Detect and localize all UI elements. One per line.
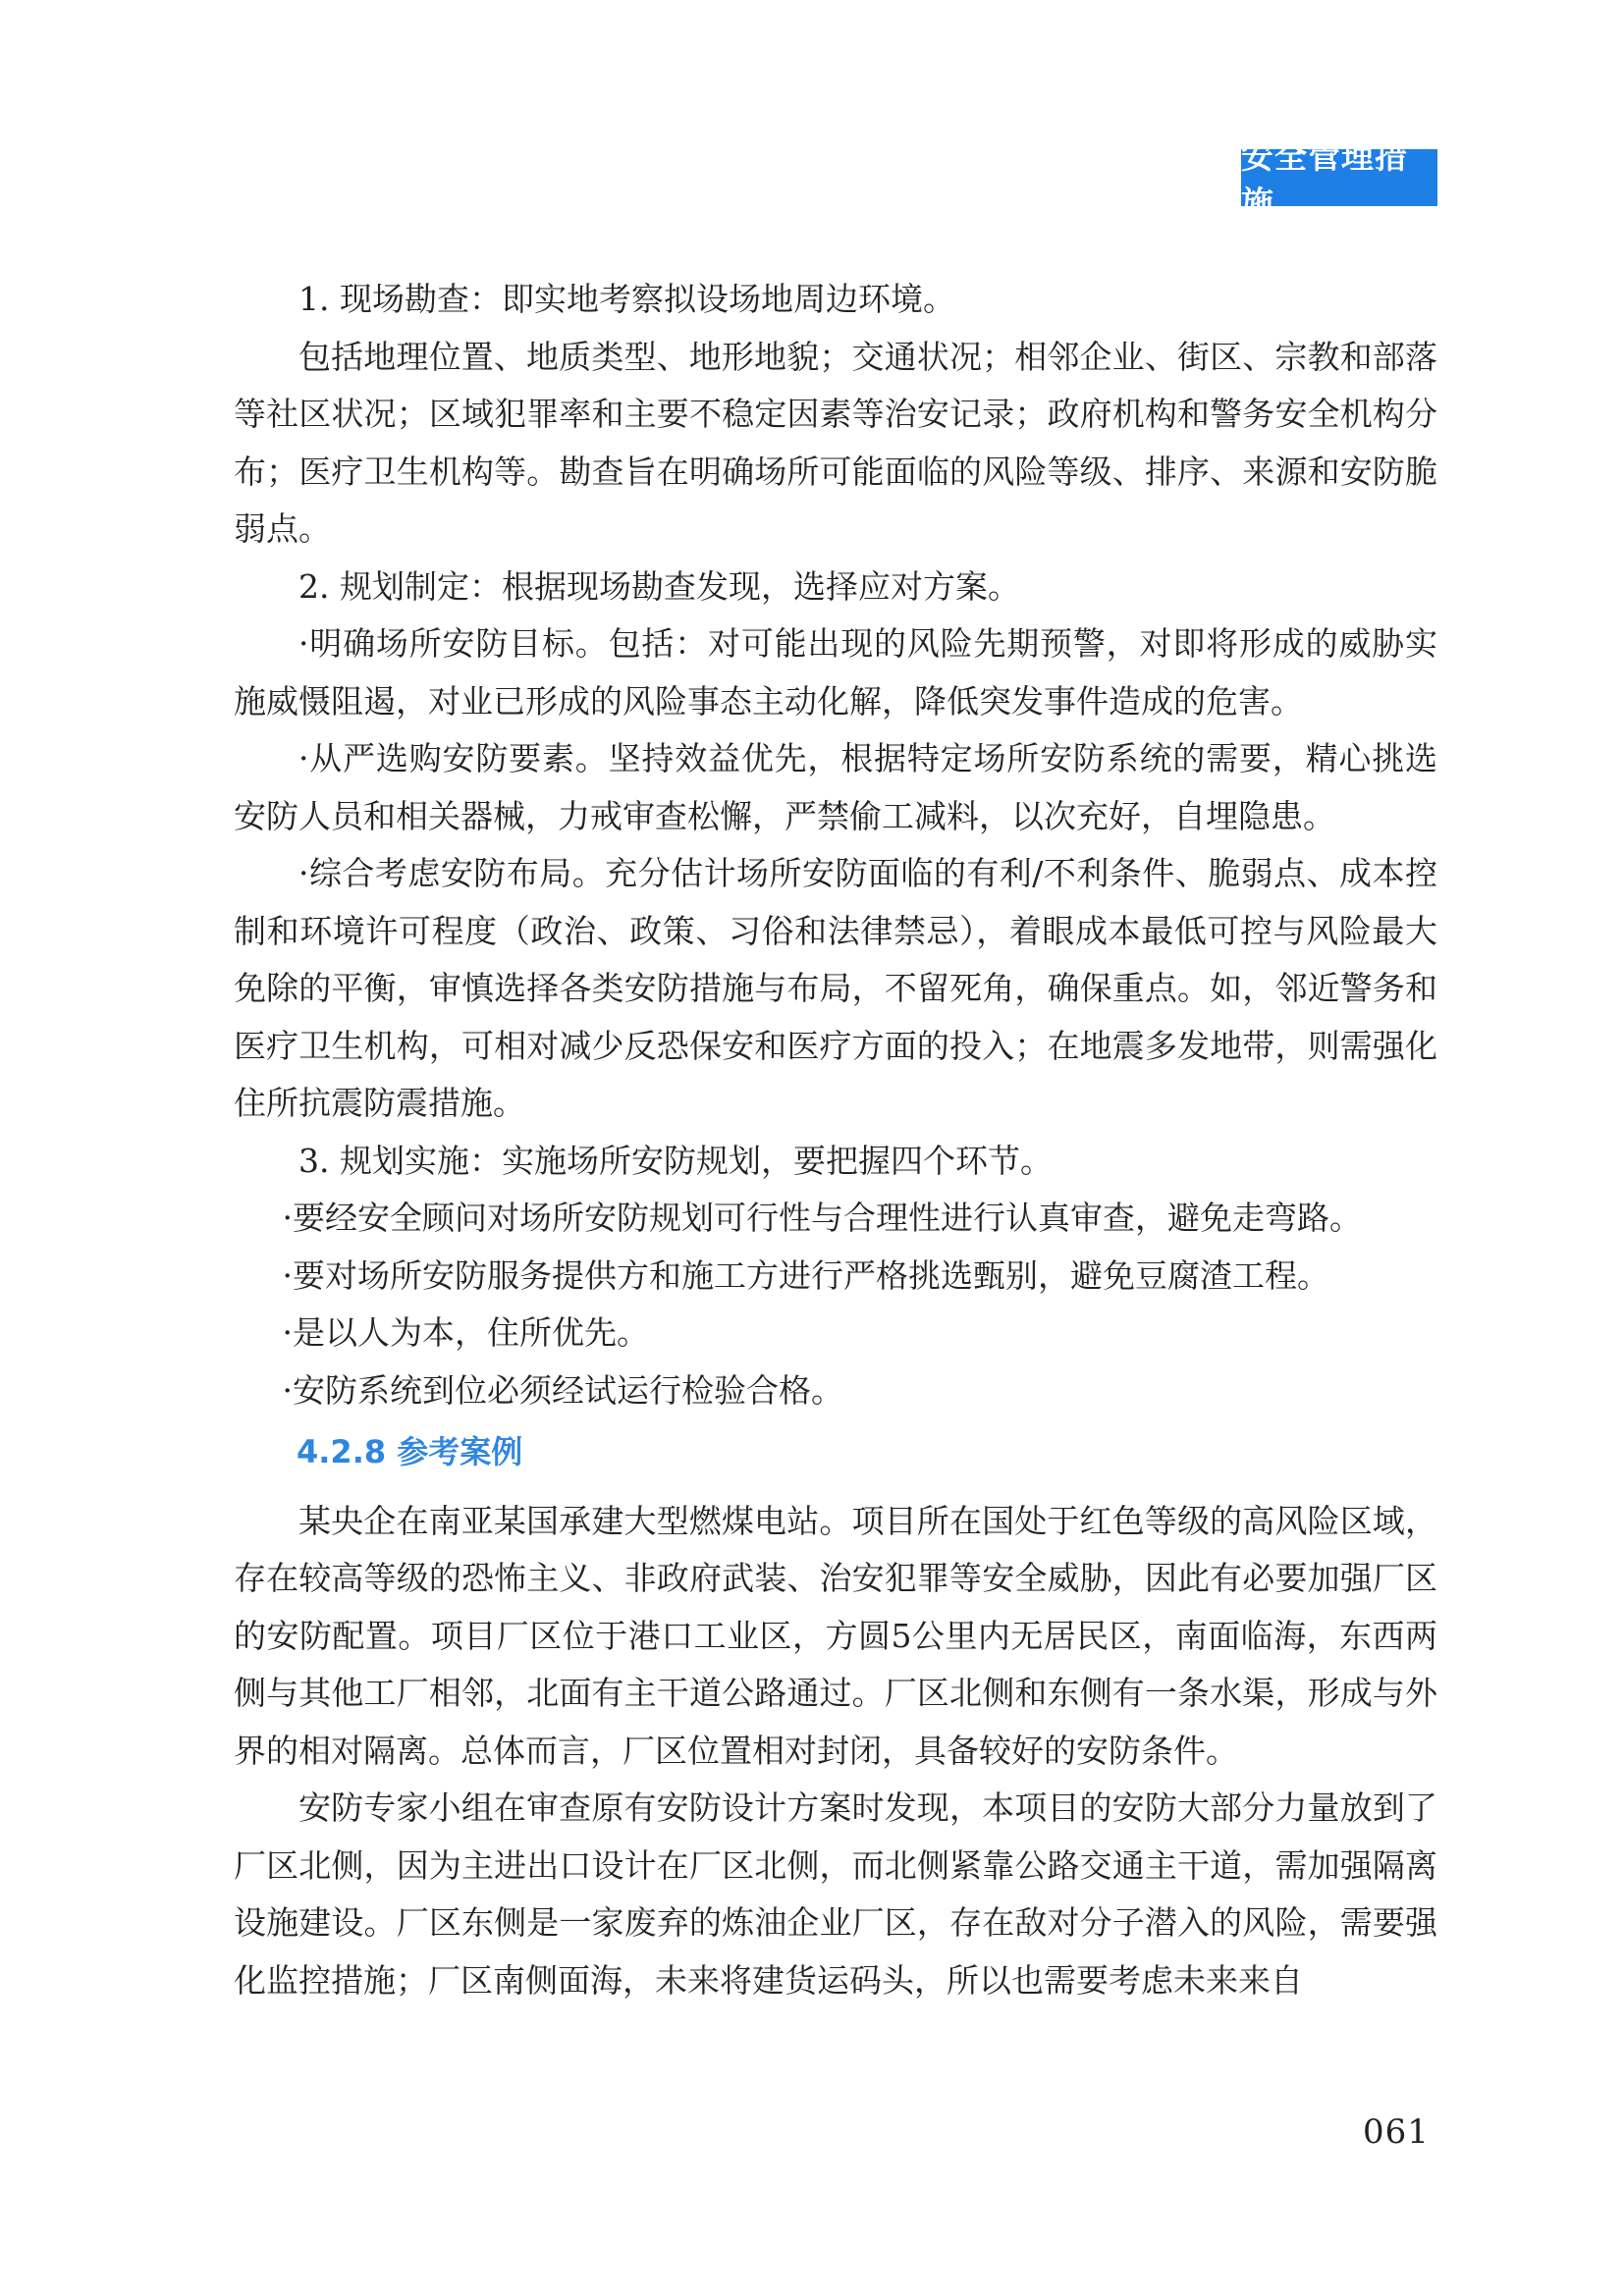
paragraph-site-survey-body: 包括地理位置、地质类型、地形地貌；交通状况；相邻企业、街区、宗教和部落等社区状况；区域犯罪率和主要不稳定因素等治安记录；政府机构和警务安全机构分布；医疗卫生机构等。勘查旨在明确场所可能面临的风险等级、排序、来源和安防脆弱点。 xyxy=(234,337,1437,548)
bullet-strict-procurement: ·从严选购安防要素。坚持效益优先，根据特定场所安防系统的需要，精心挑选安防人员和相关器械，力戒审查松懈，严禁偷工减料，以次充好，自埋隐患。 xyxy=(234,739,1437,835)
section-heading-reference-case: 4.2.8 参考案例 xyxy=(297,1433,523,1470)
bullet-trial-run: ·安防系统到位必须经试运行检验合格。 xyxy=(282,1370,843,1410)
paragraph-site-survey-title: 1. 现场勘查：即实地考察拟设场地周边环境。 xyxy=(298,280,955,318)
bullet-people-first: ·是以人为本，住所优先。 xyxy=(282,1313,649,1352)
paragraph-case-review: 安防专家小组在审查原有安防设计方案时发现，本项目的安防大部分力量放到了厂区北侧，因为主进出口设计在厂区北侧，而北侧紧靠公路交通主干道，需加强隔离设施建设。厂区东侧是一家废弃的炼油企业厂区，存在敌对分子潜入的风险，需要强化监控措施；厂区南侧面海，未来将建货运码头，所以也需要考虑未来来自 xyxy=(234,1789,1437,2000)
paragraph-case-background: 某央企在南亚某国承建大型燃煤电站。项目所在国处于红色等级的高风险区域，存在较高等级的恐怖主义、非政府武装、治安犯罪等安全威胁，因此有必要加强厂区的安防配置。项目厂区位于港口工业区，方圆5公里内无居民区，南面临海，东西两侧与其他工厂相邻，北面有主干道公路通过。厂区北侧和东侧有一条水渠，形成与外界的相对隔离。总体而言，厂区位置相对封闭，具备较好的安防条件。 xyxy=(234,1501,1437,1770)
bullet-layout-consideration: ·综合考虑安防布局。充分估计场所安防面临的有利/不利条件、脆弱点、成本控制和环境许可程度（政治、政策、习俗和法律禁忌），着眼成本最低可控与风险最大免除的平衡，审慎选择各类安防措施与布局，不留死角，确保重点。如，邻近警务和医疗卫生机构，可相对减少反恐保安和医疗方面的投入；在地震多发地带，则需强化住所抗震防震措施。 xyxy=(234,854,1437,1122)
bullet-consultant-review: ·要经安全顾问对场所安防规划可行性与合理性进行认真审查，避免走弯路。 xyxy=(282,1199,1362,1237)
bullet-security-goal: ·明确场所安防目标。包括：对可能出现的风险先期预警，对即将形成的威胁实施威慑阻遏，对业已形成的风险事态主动化解，降低突发事件造成的危害。 xyxy=(234,624,1437,721)
page-content xyxy=(234,271,1437,2009)
paragraph-implementation-title: 3. 规划实施：实施场所安防规划，要把握四个环节。 xyxy=(298,1141,1053,1180)
paragraph-planning-title: 2. 规划制定：根据现场勘查发现，选择应对方案。 xyxy=(298,566,1020,606)
section-badge: 安全管理措施 xyxy=(1241,149,1437,206)
bullet-provider-selection: ·要对场所安防服务提供方和施工方进行严格挑选甄别，避免豆腐渣工程。 xyxy=(282,1255,1329,1295)
page-number: 061 xyxy=(1363,2112,1430,2152)
